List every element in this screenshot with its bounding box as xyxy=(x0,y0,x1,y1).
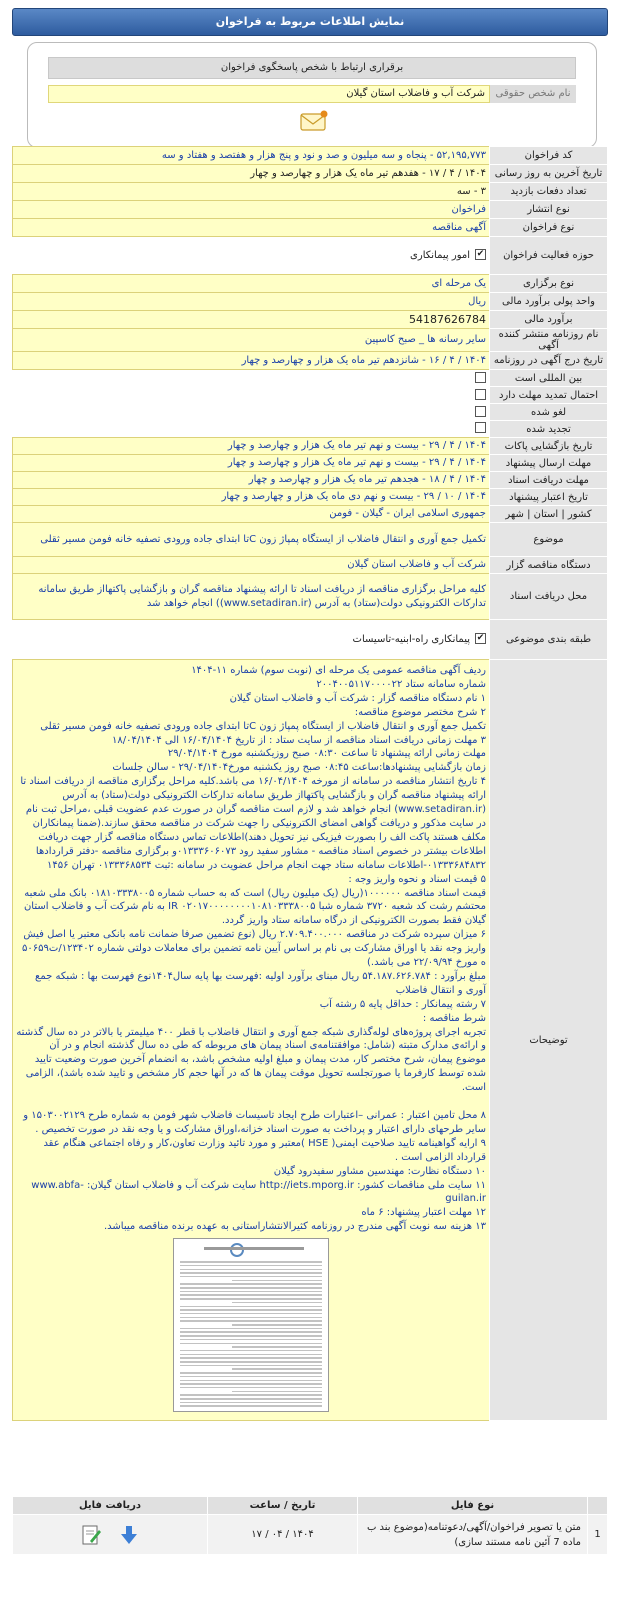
value-newspaper: سایر رسانه ها _ صبح کاسپین xyxy=(13,329,490,352)
files-table xyxy=(12,1496,608,1555)
label-last-update: تاریخ آخرین به روز رسانی xyxy=(490,165,608,183)
description-line: ۵ قیمت اسناد و نحوه واریز وجه : xyxy=(348,873,486,885)
label-extension: احتمال تمدید مهلت دارد xyxy=(490,387,608,404)
row-call-type xyxy=(13,219,608,237)
thumbnail-text-line xyxy=(180,1294,322,1296)
thumbnail-text-line xyxy=(180,1398,322,1400)
row-validity xyxy=(13,489,608,506)
contact-header: برقراری ارتباط با شخص پاسخگوی فراخوان xyxy=(48,57,576,79)
thumbnail-text-line xyxy=(180,1313,322,1315)
thumbnail-text-line xyxy=(180,1309,322,1311)
category-checkbox[interactable]: ✔ xyxy=(476,633,485,643)
thumbnail-text-line xyxy=(180,1287,322,1289)
view-document-icon[interactable] xyxy=(80,1524,102,1546)
thumbnail-text-line xyxy=(232,1302,322,1304)
row-organizer xyxy=(13,557,608,574)
description-line: ۶ میزان سپرده شرکت در مناقصه ۲.۷۰۹.۴۰۰.۰۰۰ ریال (نوع تضمین صرفا ضمانت نامه بانکی معتبر یا اصل فیش واریز وجه نقد یا اوراق مشارکت بی نام بر اساس آیین نامه تضمین برای معاملات دولتی شماره ۱۲۳۴۰۲/ت۵۰۶۵۹ ه مورخ ۲۲/۰۹/۹۴ می باشد.) xyxy=(22,929,486,969)
thumbnail-text-line xyxy=(180,1402,322,1404)
files-header-date: تاریخ / ساعت xyxy=(208,1497,358,1515)
label-renewed: تجدید شده xyxy=(490,421,608,438)
file-row-name: متن یا تصویر فراخوان/آگهی/دعوتنامه(موضوع بند ب ماده 7 آئین نامه مستند سازی) xyxy=(358,1515,588,1555)
file-row-actions xyxy=(13,1515,208,1555)
label-description: توضیحات xyxy=(490,660,608,1421)
thumbnail-text-line xyxy=(180,1372,322,1374)
thumbnail-text-line xyxy=(180,1335,322,1337)
row-extension xyxy=(13,387,608,404)
value-estimate: 54187626784 xyxy=(13,311,490,329)
description-line: زمان بازگشایی پیشنهادها:ساعت ۰۸:۴۵ صبح روز یکشنبه مورخ۲۹/۰۴/۱۴۰۴ - سالن جلسات xyxy=(112,762,486,774)
files-header-download: دریافت فایل xyxy=(13,1497,208,1515)
thumbnail-text-line xyxy=(180,1354,322,1356)
thumbnail-text-line xyxy=(180,1291,322,1293)
row-newspaper xyxy=(13,329,608,352)
files-header-type: نوع فایل xyxy=(358,1497,588,1515)
cancelled-checkbox[interactable] xyxy=(475,406,486,417)
thumbnail-text-line xyxy=(180,1276,322,1278)
description-line: ردیف آگهی مناقصه عمومی یک مرحله ای (نوبت سوم) شماره ۱۱-۱۴۰۴ xyxy=(191,665,486,676)
description-line: قیمت اسناد مناقصه ۱۰۰۰۰۰۰(ریال (یک میلیون ریال) است که به حساب شماره ۰۱۸۱۰۳۳۳۸۰۰۵ بانک ملی شعبه محتشم رشت کد شعبه ۳۷۲۰ شماره شبا IR ۰۲۰۱۷۰۰۰۰۰۰۰۰۱۰۸۱۰۳۳۳۸۰۰۵ به نام شرکت آب و فاضلاب استان گیلان فقط بصورت الکترونیکی از درگاه سامانه ستاد واریز گردد. xyxy=(23,887,486,927)
row-location xyxy=(13,506,608,523)
label-activity: حوزه فعالیت فراخوان xyxy=(490,237,608,275)
value-visits: ۳ - سه xyxy=(13,183,490,201)
thumbnail-text-line xyxy=(232,1368,322,1370)
value-code: ۵۲,۱۹۵,۷۷۳ - پنجاه و سه میلیون و صد و نود و پنج هزار و هفتصد و هفتاد و سه xyxy=(13,147,490,165)
label-opening-date: تاریخ بازگشایی پاکات xyxy=(490,438,608,455)
row-cancelled xyxy=(13,404,608,421)
label-cancelled: لغو شده xyxy=(490,404,608,421)
thumbnail-text-line xyxy=(180,1272,322,1274)
envelope-icon[interactable] xyxy=(298,109,330,133)
label-location: کشور | استان | شهر xyxy=(490,506,608,523)
description-line: تجربه اجرای پروژه‌های لوله‌گذاری شبکه جمع آوری و انتقال فاضلاب با قطر ۴۰۰ میلیمتر یا بالاتر در ده سال گذشته و ارائه‌ی مدارک متبته (شامل: موافقتنامه‌ی اسناد پیمان های مربوطه که طی ده سال گذشته انجام و در آن موضوع پیمان، شرح مختصر کار، مدت پیمان و مبلغ اولیه مشخص باشد، به انضمام آخرین صورت وضعیت تایید شده توسط کارفرما یا صورتجلسه تحویل موقت پیمان ها که در آنها حجم کار مشخص و تایید شده باشد)، الزامی است. xyxy=(16,1026,486,1094)
details-table xyxy=(12,146,608,1421)
description-line: شرط مناقصه : xyxy=(422,1012,486,1024)
value-validity: ۱۴۰۴ / ۱۰ / ۲۹ - بیست و نهم دی ماه یک هزار و چهارصد و چهار xyxy=(13,489,490,506)
thumbnail-text-line xyxy=(180,1298,322,1300)
label-subject: موضوع xyxy=(490,523,608,557)
description-line: ۲ شرح مختصر موضوع مناقصه: xyxy=(354,706,486,718)
thumbnail-text-line xyxy=(232,1280,322,1282)
row-code xyxy=(13,147,608,165)
thumbnail-text-line xyxy=(180,1328,322,1330)
label-doc-place: محل دریافت اسناد xyxy=(490,574,608,620)
description-line: مبلغ برآورد : ۵۴.۱۸۷.۶۲۶.۷۸۴ ریال مبنای برآورد اولیه :فهرست بها پایه سال۱۴۰۴نوع فهرست بها : شبکه جمع آوری و انتقال فاضلاب xyxy=(35,970,486,996)
value-holding-type: یک مرحله ای xyxy=(13,275,490,293)
thumbnail-text-line xyxy=(232,1391,322,1393)
row-opening-date xyxy=(13,438,608,455)
description-line: ۸ محل تامین اعتبار : عمرانی –اعتبارات طرح ایجاد تاسیسات فاضلاب شهر فومن به شماره طرح ۱۵۰۳۰۰۲۱۲۹ و سایر طرحهای دارای اعتبار و پرداخت به صورت اسناد خزانه،اوراق مشارکت و یا وجه نقد در صورت تخصیص . xyxy=(23,1110,486,1135)
label-estimate: برآورد مالی xyxy=(490,311,608,329)
row-receive-deadline xyxy=(13,472,608,489)
row-description xyxy=(13,660,608,1421)
description-line: ۷ رشته پیمانکار : حداقل پایه ۵ رشته آب xyxy=(319,998,486,1010)
label-organizer: دستگاه مناقصه گزار xyxy=(490,557,608,574)
thumbnail-text-line xyxy=(180,1357,322,1359)
description-line: ۳ مهلت زمانی دریافت اسناد مناقصه از سایت ستاد : از تاریخ ۱۶/۰۴/۱۴۰۴ الی ۱۸/۰۴/۱۴۰۴ xyxy=(112,734,486,746)
thumbnail-text-line xyxy=(180,1383,322,1385)
label-newspaper-date: تاریخ درج آگهی در روزنامه xyxy=(490,352,608,370)
value-location: جمهوری اسلامی ایران - گیلان - فومن xyxy=(13,506,490,523)
label-holding-type: نوع برگزاری xyxy=(490,275,608,293)
row-currency xyxy=(13,293,608,311)
value-activity: امور پیمانکاری xyxy=(410,249,470,261)
international-checkbox[interactable] xyxy=(475,372,486,383)
row-doc-place xyxy=(13,574,608,620)
thumbnail-text-line xyxy=(180,1365,322,1367)
value-currency: ریال xyxy=(13,293,490,311)
description-line: ۴ تاریخ انتشار مناقصه در سامانه از مورخه ۱۶/۰۴/۱۴۰۴ می باشد.کلیه مراحل برگزاری مناقصه از دریافت اسناد تا ارائه پیشنهاد مناقصه گران و بازگشایی پاکتهااز طریق سامانه تدارکات الکترونیکی دولت(ستاد) به آدرس (www.setadiran.ir) انجام خواهد شد و لازم است مناقصه گران در صورت عدم عضویت قبلی ،مراحل ثبت نام در سایت مذکور و دریافت گواهی امضای الکترونیکی را جهت شرکت در مناقصه محقق سازند.(ضمنا پیمانکاران مکلف هستند پاکت الف را بصورت فیزیکی نیز تحویل دهند)اطلاعات تماس دستگاه مناقصه گزار جهت دریافت اطلاعات بیشتر در خصوص اسناد مناقصه - مشاور سفید رود ۰۱۳۳۳۶۰۶۰۷۳و برگزاری مناقصه -دفتر قراردادها ۰۱۳۳۳۶۸۴۸۳۲-اطلاعات سامانه ستاد جهت انجام مراحل عضویت در سامانه :ثبت ۰۱۳۳۳۶۸۵۳۴ تهران ۱۴۵۶ xyxy=(20,776,486,871)
value-doc-place: کلیه مراحل برگزاری مناقصه از دریافت اسناد تا ارائه پیشنهاد مناقصه گران و بازگشایی پاکتهااز طریق سامانه تدارکات الکترونیکی دولت(ستاد) به آدرس (www.setadiran.ir)) انجام خواهد شد xyxy=(13,574,490,620)
value-receive-deadline: ۱۴۰۴ / ۴ / ۱۸ - هجدهم تیر ماه یک هزار و چهارصد و چهار xyxy=(13,472,490,489)
file-row xyxy=(13,1515,608,1555)
description-line: تکمیل جمع آوری و انتقال فاضلاب از ایستگاه پمپاژ زون Cتا ابتدای جاده ورودی تصفیه خانه فومن مسیر ثقلی xyxy=(40,720,486,732)
files-header xyxy=(13,1497,608,1515)
thumbnail-text-line xyxy=(180,1343,322,1345)
description-line: مهلت زمانی ارائه پیشنهاد تا ساعت ۰۸:۳۰ صبح روزیکشنبه مورخ ۲۹/۰۴/۱۴۰۴ xyxy=(167,748,486,760)
thumbnail-text-line xyxy=(180,1350,322,1352)
row-holding-type xyxy=(13,275,608,293)
thumbnail-text-line xyxy=(180,1331,322,1333)
thumbnail-text-line xyxy=(180,1306,322,1308)
row-estimate xyxy=(13,311,608,329)
renewed-checkbox[interactable] xyxy=(475,422,486,433)
value-category: پیمانکاری راه-ابنیه-تاسیسات xyxy=(352,633,470,645)
contact-label: نام شخص حقوقی xyxy=(490,85,576,103)
description-text xyxy=(16,664,486,1234)
row-submit-deadline xyxy=(13,455,608,472)
thumbnail-text-line xyxy=(180,1320,322,1322)
value-opening-date: ۱۴۰۴ / ۴ / ۲۹ - بیست و نهم تیر ماه یک هزار و چهارصد و چهار xyxy=(13,438,490,455)
thumbnail-text-line xyxy=(232,1324,322,1326)
row-activity xyxy=(13,237,608,275)
contact-row xyxy=(48,85,576,103)
page-title: نمایش اطلاعات مربوط به فراخوان xyxy=(12,8,608,36)
description-line: شماره سامانه ستاد ۲۰۰۴۰۰۵۱۱۷۰۰۰۰۲۲ xyxy=(316,678,486,690)
label-international: بین المللی است xyxy=(490,370,608,387)
activity-checkbox[interactable]: ✔ xyxy=(476,249,485,259)
description-line: ۱۳ هزینه سه نوبت آگهی مندرج در روزنامه کثیرالانتشاراستانی به عهده برنده مناقصه میباشد. xyxy=(103,1221,486,1233)
value-call-type: آگهی مناقصه xyxy=(13,219,490,237)
thumbnail-text-line xyxy=(180,1339,322,1341)
thumbnail-text-line xyxy=(180,1376,322,1378)
contact-panel xyxy=(27,42,597,148)
label-receive-deadline: مهلت دریافت اسناد xyxy=(490,472,608,489)
thumbnail-text-line xyxy=(180,1269,322,1271)
label-validity: تاریخ اعتبار پیشنهاد xyxy=(490,489,608,506)
value-subject: تکمیل جمع آوری و انتقال فاضلاب از ایستگاه پمپاژ زون Cتا ابتدای جاده ورودی تصفیه خانه فومن مسیر ثقلی xyxy=(13,523,490,557)
thumbnail-text-line xyxy=(180,1265,322,1267)
value-last-update: ۱۴۰۴ / ۴ / ۱۷ - هفدهم تیر ماه یک هزار و چهارصد و چهار xyxy=(13,165,490,183)
thumbnail-text-line xyxy=(180,1283,322,1285)
label-visits: تعداد دفعات بازدید xyxy=(490,183,608,201)
notice-thumbnail[interactable] xyxy=(173,1238,329,1412)
description-line: ۱۰ دستگاه نظارت: مهندسین مشاور سفیدرود گیلان xyxy=(273,1165,486,1177)
contact-value: شرکت آب و فاضلاب استان گیلان xyxy=(48,85,490,103)
value-submit-deadline: ۱۴۰۴ / ۴ / ۲۹ - بیست و نهم تیر ماه یک هزار و چهارصد و چهار xyxy=(13,455,490,472)
row-subject xyxy=(13,523,608,557)
description-line: ۹ ارایه گواهینامه تایید صلاحیت ایمنی( HSE )معتبر و مورد تائید وزارت تعاون،کار و رفاه اجتماعی هنگام عقد قرارداد الزامی است . xyxy=(43,1137,486,1163)
extension-checkbox[interactable] xyxy=(475,389,486,400)
row-international xyxy=(13,370,608,387)
thumbnail-text-line xyxy=(232,1346,322,1348)
file-row-number: 1 xyxy=(588,1515,608,1555)
thumbnail-text-line xyxy=(180,1361,322,1363)
thumbnail-text-line xyxy=(180,1317,322,1319)
row-publish-type xyxy=(13,201,608,219)
notice-logo-icon xyxy=(230,1243,244,1257)
thumbnail-text-line xyxy=(180,1380,322,1382)
value-publish-type: فراخوان xyxy=(13,201,490,219)
row-last-update xyxy=(13,165,608,183)
thumbnail-text-line xyxy=(180,1405,322,1407)
value-organizer: شرکت آب و فاضلاب استان گیلان xyxy=(13,557,490,574)
label-currency: واحد پولی برآورد مالی xyxy=(490,293,608,311)
description-line: ۱۱ سایت ملی مناقصات کشور: http://iets.mporg.ir سایت شرکت آب و فاضلاب استان گیلان: www.abfa-guilan.ir xyxy=(31,1179,486,1205)
row-newspaper-date xyxy=(13,352,608,370)
value-newspaper-date: ۱۴۰۴ / ۴ / ۱۶ - شانزدهم تیر ماه یک هزار و چهارصد و چهار xyxy=(13,352,490,370)
label-category: طبقه بندی موضوعی xyxy=(490,620,608,660)
thumbnail-text-line xyxy=(180,1261,322,1263)
description-line: ۱۲ مهلت اعتبار پیشنهاد: ۶ ماه xyxy=(361,1207,486,1219)
label-publish-type: نوع انتشار xyxy=(490,201,608,219)
thumbnail-text-line xyxy=(180,1394,322,1396)
description-line xyxy=(16,1095,486,1109)
download-icon[interactable] xyxy=(118,1524,140,1546)
label-code: کد فراخوان xyxy=(490,147,608,165)
file-row-date: ۱۴۰۴ / ۰۴ / ۱۷ xyxy=(208,1515,358,1555)
label-submit-deadline: مهلت ارسال پیشنهاد xyxy=(490,455,608,472)
label-call-type: نوع فراخوان xyxy=(490,219,608,237)
description-line: ۱ نام دستگاه مناقصه گزار : شرکت آب و فاضلاب استان گیلان xyxy=(229,692,486,704)
thumbnail-text-line xyxy=(180,1387,322,1389)
row-category xyxy=(13,620,608,660)
label-newspaper: نام روزنامه منتشر کننده آگهی xyxy=(490,329,608,352)
row-renewed xyxy=(13,421,608,438)
row-visits xyxy=(13,183,608,201)
